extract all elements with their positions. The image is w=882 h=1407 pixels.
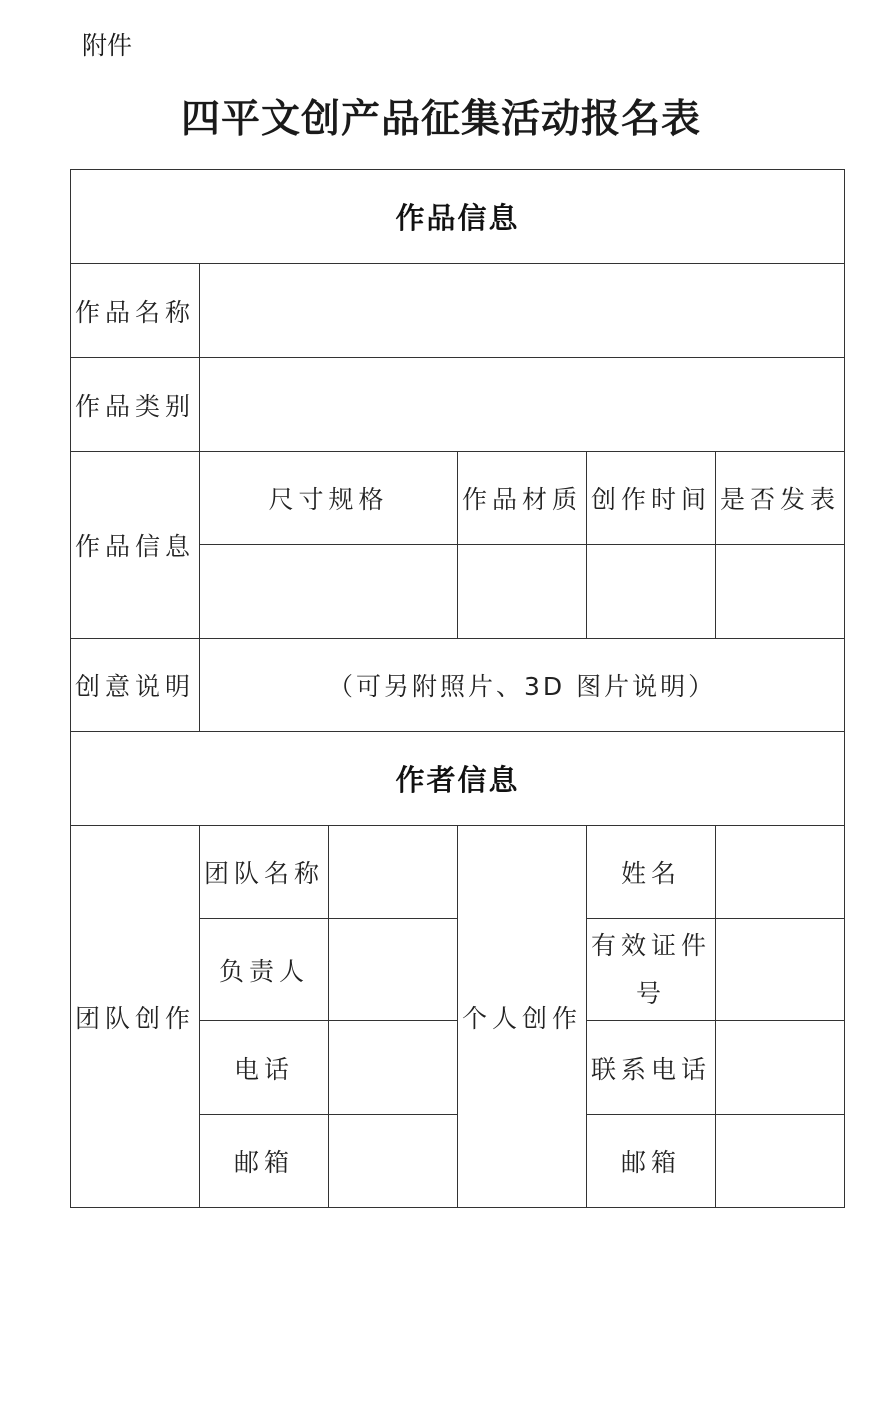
work-name-label: 作品名称 — [71, 264, 200, 358]
work-name-field[interactable] — [200, 264, 845, 358]
individual-creation-label: 个人创作 — [458, 826, 587, 1208]
team-leader-field[interactable] — [329, 919, 458, 1021]
work-info-section-header: 作品信息 — [71, 170, 845, 264]
team-creation-label: 团队创作 — [71, 826, 200, 1208]
work-details-label: 作品信息 — [71, 452, 200, 639]
team-email-field[interactable] — [329, 1115, 458, 1208]
attachment-label: 附件 — [82, 31, 133, 60]
team-phone-field[interactable] — [329, 1021, 458, 1115]
team-name-label: 团队名称 — [200, 826, 329, 919]
contact-phone-label: 联系电话 — [587, 1021, 716, 1115]
person-name-field[interactable] — [716, 826, 845, 919]
team-name-field[interactable] — [329, 826, 458, 919]
published-header: 是否发表 — [716, 452, 845, 545]
published-field[interactable] — [716, 545, 845, 639]
work-category-label: 作品类别 — [71, 358, 200, 452]
creation-time-field[interactable] — [587, 545, 716, 639]
author-info-section-header: 作者信息 — [71, 732, 845, 826]
form-title: 四平文创产品征集活动报名表 — [180, 96, 701, 142]
size-spec-header: 尺寸规格 — [200, 452, 458, 545]
concept-field[interactable]: （可另附照片、3D 图片说明） — [200, 639, 845, 732]
material-field[interactable] — [458, 545, 587, 639]
person-name-label: 姓名 — [587, 826, 716, 919]
creation-time-header: 创作时间 — [587, 452, 716, 545]
registration-form-table — [70, 169, 845, 1208]
id-number-label: 有效证件号 — [587, 919, 716, 1021]
team-phone-label: 电话 — [200, 1021, 329, 1115]
contact-phone-field[interactable] — [716, 1021, 845, 1115]
team-email-label: 邮箱 — [200, 1115, 329, 1208]
person-email-label: 邮箱 — [587, 1115, 716, 1208]
material-header: 作品材质 — [458, 452, 587, 545]
size-spec-field[interactable] — [200, 545, 458, 639]
person-email-field[interactable] — [716, 1115, 845, 1208]
team-leader-label: 负责人 — [200, 919, 329, 1021]
id-number-field[interactable] — [716, 919, 845, 1021]
work-category-field[interactable] — [200, 358, 845, 452]
concept-label: 创意说明 — [71, 639, 200, 732]
